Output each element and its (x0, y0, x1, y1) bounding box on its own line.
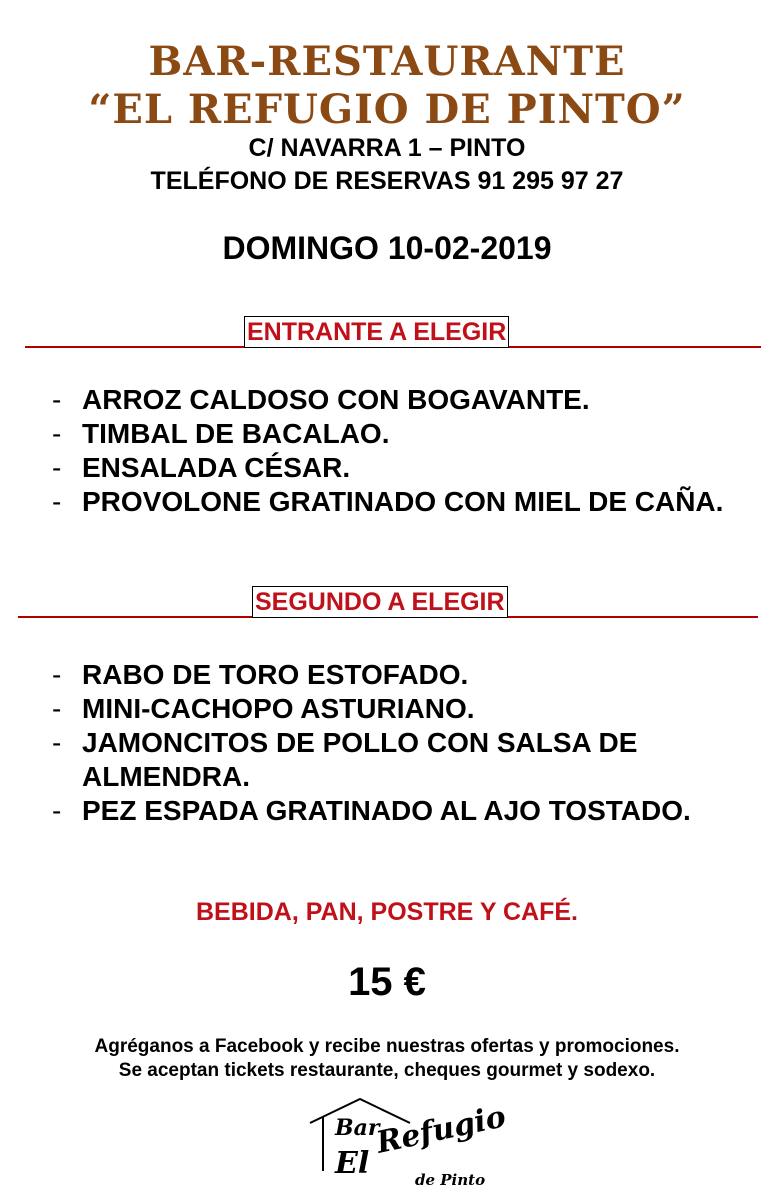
list-item: - JAMONCITOS DE POLLO CON SALSA DE ALMENDRA. (52, 727, 638, 792)
list-item: - MINI-CACHOPO ASTURIANO. (52, 693, 475, 724)
entrantes-list (52, 383, 762, 519)
restaurant-name-title: “EL REFUGIO DE PINTO” (88, 86, 686, 133)
reservation-phone: TELÉFONO DE RESERVAS 91 295 97 27 (150, 167, 624, 195)
list-item: - PEZ ESPADA GRATINADO AL AJO TOSTADO. (52, 795, 691, 826)
list-item: - PROVOLONE GRATINADO CON MIEL DE CAÑA. (52, 486, 724, 517)
section-label-entrantes: ENTRANTE A ELEGIR (244, 316, 509, 348)
address: C/ NAVARRA 1 – PINTO (248, 134, 526, 162)
logo-text-de-pinto: de Pinto (415, 1171, 486, 1189)
menu-date: DOMINGO 10-02-2019 (222, 230, 552, 266)
logo-text-bar: Bar (335, 1115, 380, 1141)
restaurant-type-title: BAR-RESTAURANTE (148, 38, 626, 85)
logo-text-refugio: Refugio (373, 1099, 509, 1161)
segundos-list (52, 658, 762, 828)
restaurant-logo (305, 1095, 509, 1195)
list-item: - TIMBAL DE BACALAO. (52, 418, 390, 449)
list-item: - RABO DE TORO ESTOFADO. (52, 659, 469, 690)
logo-text-el: El (335, 1146, 370, 1181)
tickets-note: Se aceptan tickets restaurante, cheques gourmet y sodexo. (118, 1060, 656, 1081)
section-label-segundos: SEGUNDO A ELEGIR (252, 586, 508, 618)
menu-includes: BEBIDA, PAN, POSTRE Y CAFÉ. (195, 898, 578, 926)
facebook-note: Agréganos a Facebook y recibe nuestras ofertas y promociones. (94, 1036, 680, 1057)
menu-price: 15 € (348, 960, 426, 1004)
list-item: - ARROZ CALDOSO CON BOGAVANTE. (52, 384, 590, 415)
list-item: - ENSALADA CÉSAR. (52, 452, 351, 483)
